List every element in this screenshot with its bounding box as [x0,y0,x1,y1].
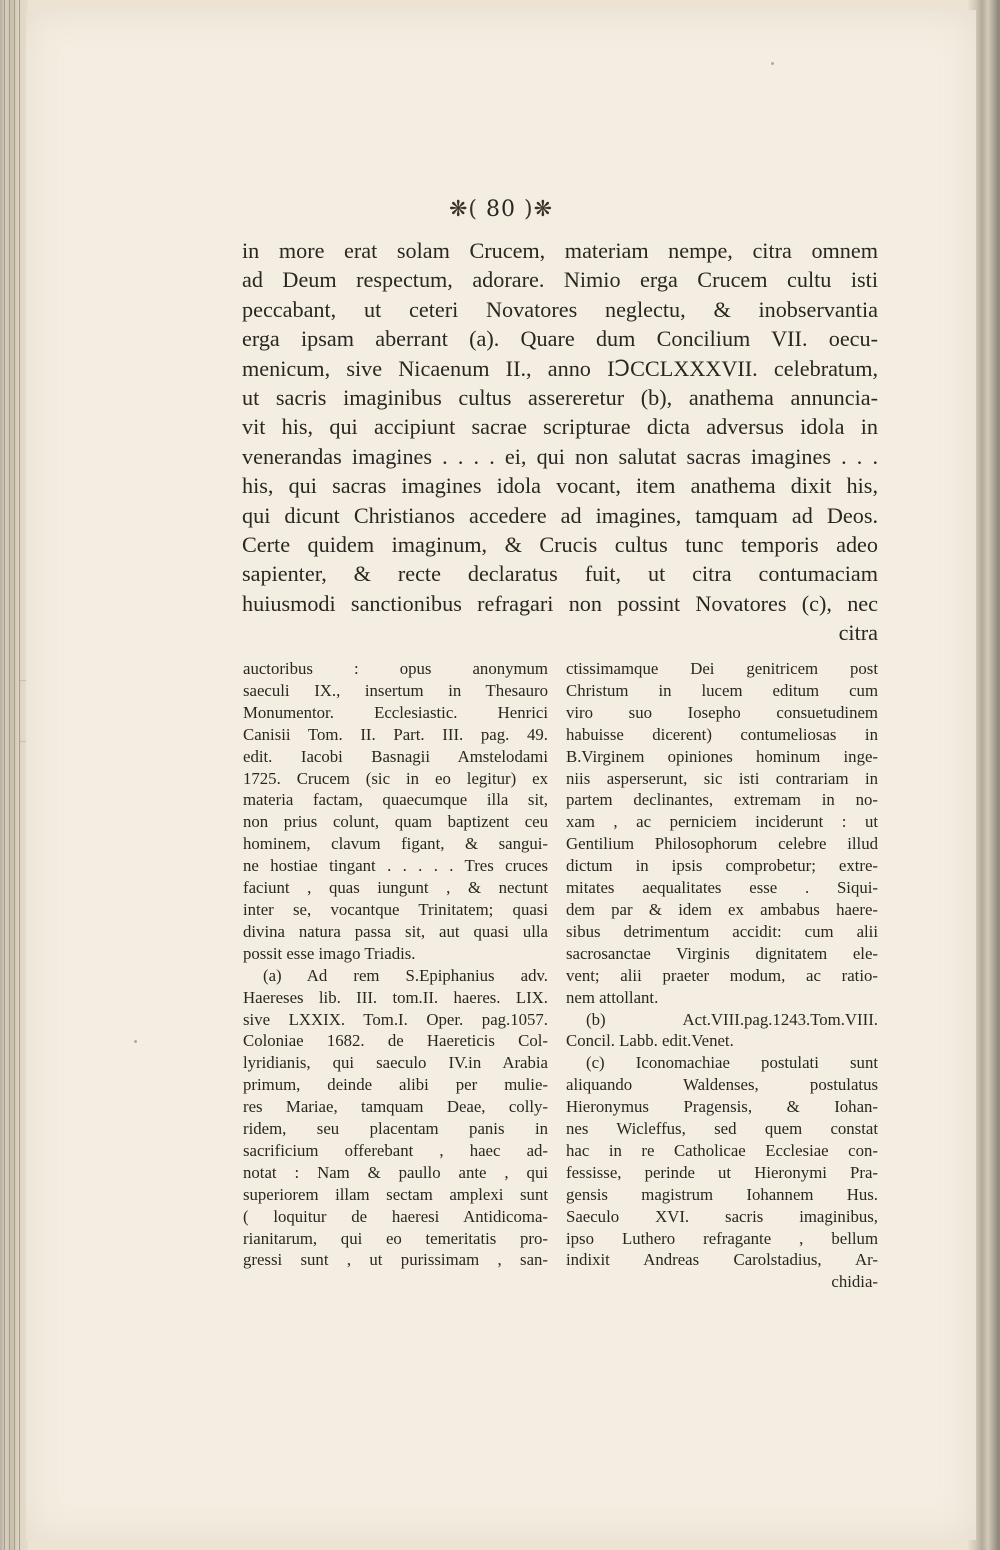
footnote-b: (b) Act.VIII.pag.1243.Tom.VIII. [586,1009,878,1029]
footnote-line: notat : Nam & paullo ante , qui [243,1162,548,1182]
footnote-line: Saeculo XVI. sacris imaginibus, [566,1206,878,1226]
footnote-line: Haereses lib. III. tom.II. haeres. LIX. [243,987,548,1007]
footnote-line: divina natura passa sit, aut quasi ulla [243,921,548,941]
footnote-line: rianitarum, qui eo temeritatis pro- [243,1228,548,1248]
footnote-c-start: (c) Iconomachiae postulati sunt [586,1053,878,1073]
footnote-line: ctissimamque Dei genitricem post [566,659,878,678]
footnote-a-start: (a) Ad rem S.Epiphanius adv. [263,965,548,985]
footnote-line: nem attollant. [566,987,659,1007]
main-line: Certe quidem imaginum, & Crucis cultus tunc temporis adeo [242,532,878,558]
footnote-line: ridem, seu placentam panis in [243,1119,548,1139]
main-line: erga ipsam aberrant (a). Quare dum Concilium VII. oecu- [242,326,878,352]
footnote-line: faciunt , quas iungunt , & nectunt [243,878,548,898]
footnote-line: Gentilium Philosophorum celebre illud [566,834,878,854]
page-header [26,197,976,222]
footnote-line: possit esse imago Triadis. [243,943,416,963]
main-line: in more erat solam Crucem, materiam nempe, citra omnem [242,238,878,263]
book-page [26,10,976,1540]
footnote-line: Christum in lucem editum cum [566,680,878,700]
book-binding [0,0,28,1550]
footnote-line: sacrosanctae Virginis dignitatem ele- [566,943,878,963]
footnote-line: 1725. Crucem (sic in eo legitur) ex [243,768,548,788]
footnote-line: auctoribus : opus anonymum [243,659,548,678]
footnote-line: fessisse, perinde ut Hieronymi Pra- [566,1162,878,1182]
main-line: menicum, sive Nicaenum II., anno IↃCCLXXXVII. celebratum, [242,355,878,381]
footnote-line: habuisse dicerent) contumeliosas in [566,724,878,744]
footnote-line: res Mariae, tamquam Deae, colly- [243,1097,548,1117]
footnote-line: mitates aequalitates esse . Siqui- [566,878,878,898]
catchword: citra [838,620,878,646]
footnote-line: Monumentor. Ecclesiastic. Henrici [243,702,548,722]
main-line: sapienter, & recte declaratus fuit, ut citra contumaciam [242,561,878,587]
page-number: 80 [486,197,516,222]
footnote-line: dictum in ipsis comprobetur; extre- [566,856,878,876]
footnote-line: Hieronymus Pragensis, & Iohan- [566,1097,878,1117]
footnote-line: ( loquitur de haeresi Antidicoma- [243,1206,548,1226]
footnote-line: gensis magistrum Iohannem Hus. [566,1184,878,1204]
footnote-line: indixit Andreas Carolstadius, Ar- [566,1250,878,1270]
main-line: ad Deum respectum, adorare. Nimio erga Crucem cultu isti [242,267,878,293]
footnote-line: ipso Luthero refragante , bellum [566,1228,878,1248]
footnote-line: niis asperserunt, sic isti contrariam in [566,768,878,788]
footnote-line: ne hostiae tingant . . . . . Tres cruces [243,856,548,876]
main-line: his, qui sacras imagines idola vocant, item anathema dixit his, [242,473,878,499]
paper-speck [771,62,774,65]
footnote-line: saeculi IX., insertum in Thesauro [243,680,548,700]
footnote-column-right [566,658,878,1293]
catchword: chidia- [831,1272,878,1292]
footnote-line: gressi sunt , ut purissimam , san- [243,1250,548,1270]
footnote-line: sacrificium offerebant , haec ad- [243,1140,548,1160]
main-line: venerandas imagines . . . . ei, qui non salutat sacras imagines . . . [242,443,878,469]
footnote-line: B.Virginem opiniones hominum inge- [566,746,878,766]
footnote-line: vent; alii praeter modum, ac ratio- [566,965,878,985]
footnote-line: dem par & idem ex ambabus haere- [566,899,878,919]
footnote-line: Canisii Tom. II. Part. III. pag. 49. [243,724,548,744]
footnote-line: superiorem illam sectam amplexi sunt [243,1184,548,1204]
footnote-line: sive LXXIX. Tom.I. Oper. pag.1057. [243,1009,548,1029]
footnote-line: edit. Iacobi Basnagii Amstelodami [243,746,548,766]
footnote-line: nes Wicleffus, sed quem constat [566,1119,878,1139]
main-line: peccabant, ut ceteri Novatores neglectu, & inobservantia [242,296,878,322]
footnote-line: sibus detrimentum accidit: cum alii [566,921,878,941]
footnote-column-left [243,658,548,1271]
footnote-line: inter se, vocantque Trinitatem; quasi [243,899,548,919]
footnote-line: lyridianis, qui saeculo IV.in Arabia [243,1053,548,1073]
right-ornament: )❋ [524,197,554,222]
main-text-block [242,236,878,648]
main-line: huiusmodi sanctionibus refragari non possint Novatores (c), nec [242,590,878,616]
footnote-line: xam , ac perniciem inciderunt : ut [566,812,878,832]
main-line: ut sacris imaginibus cultus assereretur (b), anathema annuncia- [242,385,878,411]
footnote-line: materia factam, quaecumque illa sit, [243,790,548,810]
footnote-line: Concil. Labb. edit.Venet. [566,1031,734,1051]
footnote-line: hominem, clavum figant, & sangui- [243,834,548,854]
footnote-line: partem declinantes, extremam in no- [566,790,878,810]
paper-speck [134,1040,137,1043]
footnote-line: primum, deinde alibi per mulie- [243,1075,548,1095]
footnote-line: hac in re Catholicae Ecclesiae con- [566,1140,878,1160]
main-line: vit his, qui accipiunt sacrae scripturae dicta adversus idola in [242,414,878,440]
footnote-line: viro suo Iosepho consuetudinem [566,702,878,722]
footnote-line: Coloniae 1682. de Haereticis Col- [243,1031,548,1051]
footnote-line: non prius colunt, quam baptizent ceu [243,812,548,832]
footnote-line: aliquando Waldenses, postulatus [566,1075,878,1095]
left-ornament: ❋( [448,197,478,222]
main-line: qui dicunt Christianos accedere ad imagines, tamquam ad Deos. [242,502,878,528]
